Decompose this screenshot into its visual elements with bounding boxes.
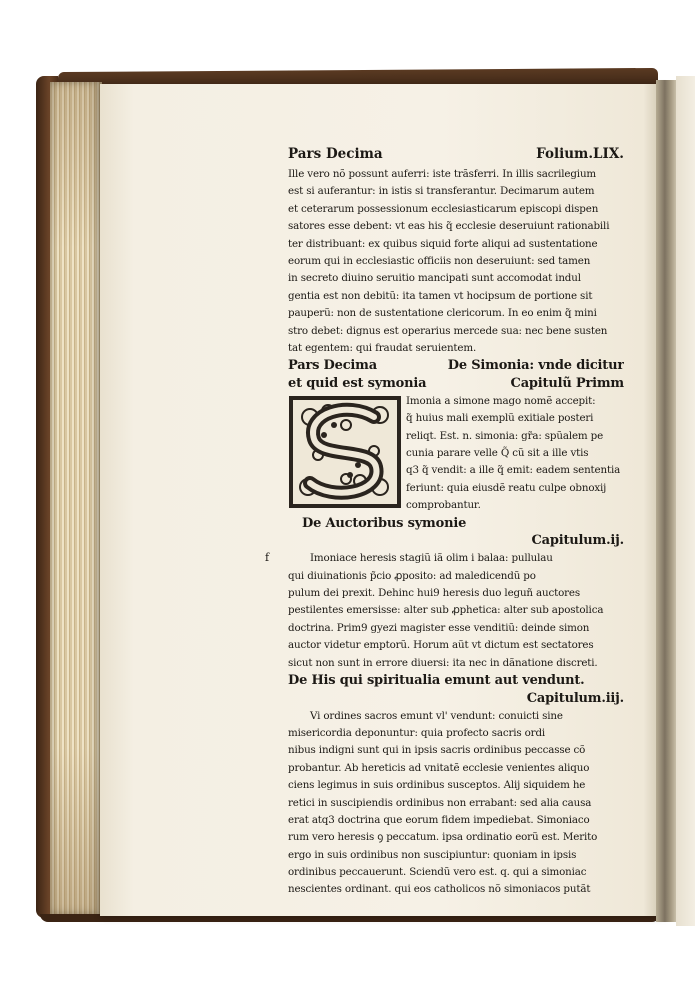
chapter-heading-3-number: Capitulum.iij. xyxy=(526,690,624,706)
text-line: ter distribuant: ex quibus siquid forte aliqui ad sustentatione xyxy=(288,237,598,250)
heading-1-left: Pars Decima xyxy=(288,358,377,374)
text-line: ergo in suis ordinibus non suscipiuntur: quoniam in ipsis xyxy=(288,848,577,861)
text-line: sicut non sunt in errore diuersi: ita nec in dãnatione discreti. xyxy=(288,656,598,669)
paragraph-3 xyxy=(288,550,624,672)
text-line: feriunt: quia eiusdẽ reatu culpe obnoxij xyxy=(406,481,607,494)
heading-1b-left: et quid est symonia xyxy=(288,376,427,392)
text-line: et ceterarum possessionum ecclesiasticarum episcopi dispen xyxy=(288,202,599,215)
text-line: reliqt. Est. n. simonia: gr̃a: spũalem pe xyxy=(406,429,604,442)
text-line: Imonia a simone mago nomẽ accepit: xyxy=(406,394,596,407)
text-line: Vi ordines sacros emunt vl' vendunt: conuicti sine xyxy=(310,709,563,722)
paragraph-4 xyxy=(288,708,624,899)
right-page-fragment xyxy=(678,619,695,639)
decorated-initial-s xyxy=(288,395,402,509)
text-line: pulum dei prexit. Dehinc hui9 heresis duo leguñ auctores xyxy=(288,587,581,599)
text-line: rum vero heresis ꝯ peccatum. ipsa ordinatio eorũ est. Merito xyxy=(288,831,598,844)
right-page-fragment xyxy=(678,357,695,377)
right-page-fragment xyxy=(678,454,695,482)
right-page-fragment xyxy=(678,376,695,396)
right-page-fragment xyxy=(678,220,695,240)
right-page-fragment xyxy=(678,162,695,182)
text-line: est si auferantur: in istis si transferantur. Decimarum autem xyxy=(288,185,595,198)
text-line: in secreto diuino seruitio mancipati sunt accomodat indul xyxy=(288,272,581,285)
right-page-fragment xyxy=(678,259,695,279)
paragraph-3-wrapper xyxy=(265,550,624,672)
right-page-text-fragments xyxy=(678,142,695,638)
text-line: nescientes ordinant. qui eos catholicos nõ simoniacos putãt xyxy=(288,883,591,896)
text-line: probantur. Ab hereticis ad vnitatẽ ecclesie venientes aliquo xyxy=(288,761,590,774)
text-line: gentia est non debitũ: ita tamen vt hocipsum de portione sit xyxy=(288,289,593,302)
heading-1b-right: Capitulũ Primm xyxy=(510,376,624,392)
text-line: cunia parare velle Q̃ cũ sit a ille vtis xyxy=(406,447,589,460)
heading-1-right: De Simonia: vnde dicitur xyxy=(447,358,624,374)
text-line: nibus indigni sunt qui in ipsis sacris ordinibus peccasse cõ xyxy=(288,744,586,757)
text-line: qui diuinationis p̃cio ꝓposito: ad maledicendũ po xyxy=(288,569,536,582)
text-line: pauperũ: non de sustentatione clericorum. In eo enim q̃ mini xyxy=(288,307,597,320)
chapter-heading-1 xyxy=(288,357,624,375)
right-page-fragment xyxy=(678,240,695,260)
text-block xyxy=(265,146,624,899)
right-page-fragment xyxy=(678,181,695,201)
right-page-fragment xyxy=(678,599,695,619)
right-page-fragment xyxy=(678,396,695,416)
text-line: Ille vero nõ possunt auferri: iste trãsferri. In illis sacrilegium xyxy=(288,168,597,180)
text-line: q̃ huius mali exemplũ exitiale posteri xyxy=(406,412,594,425)
right-page xyxy=(676,76,695,926)
text-line: eorum qui in ecclesiastic officiis non deseruiunt: sed tamen xyxy=(288,254,591,267)
marginal-letter: f xyxy=(265,551,270,565)
right-page-fragment xyxy=(678,279,695,299)
text-line: comprobantur. xyxy=(406,499,481,512)
chapter-heading-2: De Auctoribus symonie xyxy=(302,515,467,531)
text-line: misericordia deponuntur: quia profecto sacris ordi xyxy=(288,726,546,739)
chapter-heading-2-number: Capitulum.ij. xyxy=(531,533,624,549)
right-page-fragment xyxy=(678,502,695,522)
text-line: retici in suscipiendis ordinibus non errabant: sed alia causa xyxy=(288,796,592,809)
text-line: pestilentes emersisse: alter sub ꝓphetica: alter sub apostolica xyxy=(288,604,604,617)
text-line: satores esse debent: vt eas his q̃ ecclesie deseruiunt rationabili xyxy=(288,220,610,233)
text-line: tat egentem: qui fraudat seruientem. xyxy=(288,341,477,354)
right-page-fragment xyxy=(678,541,695,561)
running-header xyxy=(288,146,624,166)
text-line: erat atq3 doctrina que eorum fidem impediebat. Simoniaco xyxy=(288,813,590,826)
page-edges xyxy=(50,82,102,914)
chapter-heading-1b xyxy=(288,375,624,393)
text-line: ordinibus peccauerunt. Sciendũ vero est. q. qui a simoniac xyxy=(288,866,587,879)
text-line: ciens legimus in suis ordinibus susceptos. Alij siquidem he xyxy=(288,779,586,792)
initial-section xyxy=(288,393,624,515)
text-line: stro debet: dignus est operarius mercede sua: nec bene susten xyxy=(288,324,608,337)
text-line: Imoniace heresis stagiũ iã olim i balaa: pullulau xyxy=(310,552,553,565)
right-page-fragment xyxy=(678,318,695,338)
text-line: q3 q̃ vendit: a ille q̃ emit: eadem sententia xyxy=(406,464,621,477)
header-right: Folium.LIX. xyxy=(536,146,624,162)
text-line: doctrina. Prim9 gyezi magister esse venditiũ: deinde simon xyxy=(288,621,590,634)
right-page-fragment xyxy=(678,521,695,541)
right-page-fragment xyxy=(678,337,695,357)
right-page-fragment xyxy=(678,201,695,221)
right-page-fragment xyxy=(678,298,695,318)
chapter-heading-3: De His qui spiritualia emunt aut vendunt. xyxy=(288,672,585,688)
book-gutter xyxy=(656,80,678,922)
right-page-fragment xyxy=(678,415,695,435)
paragraph-2 xyxy=(406,393,624,515)
right-page-fragment xyxy=(678,142,695,162)
right-page-fragment xyxy=(678,482,695,502)
header-left: Pars Decima xyxy=(288,146,383,162)
text-line: auctor videtur emptorũ. Horum aũt vt dictum est sectatores xyxy=(288,639,594,652)
right-page-fragment xyxy=(678,560,695,580)
right-page-fragment xyxy=(678,580,695,600)
right-page-fragment xyxy=(678,435,695,455)
paragraph-1 xyxy=(288,166,624,357)
